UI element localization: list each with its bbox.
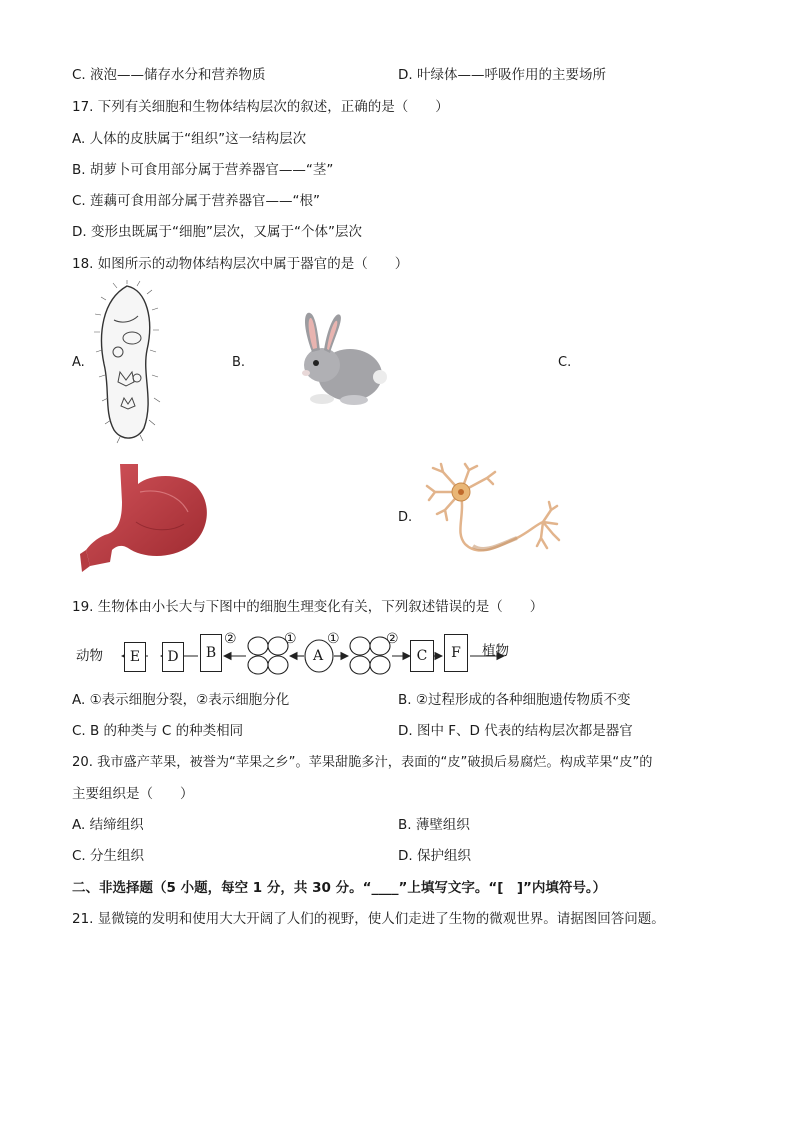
q17-option-c: C. 莲藕可食用部分属于营养器官——“根” xyxy=(72,193,320,209)
q19-option-c: C. B 的种类与 C 的种类相同 xyxy=(72,723,244,739)
diagram-marker-2-left: ② xyxy=(224,631,237,647)
q20-stem-line2: 主要组织是（ ） xyxy=(72,786,194,802)
q18-label-a: A. xyxy=(72,355,85,370)
diagram-plant-label: 植物 xyxy=(482,643,509,659)
q20-option-b: B. 薄壁组织 xyxy=(398,817,470,833)
q17-option-a: A. 人体的皮肤属于“组织”这一结构层次 xyxy=(72,131,307,147)
diagram-marker-1-right: ① xyxy=(327,631,340,647)
section-2-title: 二、非选择题（5 小题，每空 1 分，共 30 分。“____”上填写文字。“[ ]”内填符号。） xyxy=(72,880,607,896)
q19-stem: 19. 生物体由小长大与下图中的细胞生理变化有关，下列叙述错误的是（ ） xyxy=(72,599,544,615)
diagram-box-f: F xyxy=(444,634,468,672)
q19-option-a: A. ①表示细胞分裂，②表示细胞分化 xyxy=(72,692,290,708)
q18-label-c: C. xyxy=(558,355,572,370)
rabbit-image xyxy=(292,305,387,410)
neuron-image xyxy=(425,462,565,570)
q17-option-d: D. 变形虫既属于“细胞”层次，又属于“个体”层次 xyxy=(72,224,362,240)
paramecium-image xyxy=(92,280,162,445)
diagram-box-d: D xyxy=(162,642,184,672)
diagram-box-b: B xyxy=(200,634,222,672)
q16-option-c: C. 液泡——储存水分和营养物质 xyxy=(72,67,266,83)
q20-option-c: C. 分生组织 xyxy=(72,848,145,864)
q20-option-d: D. 保护组织 xyxy=(398,848,471,864)
q18-stem: 18. 如图所示的动物体结构层次中属于器官的是（ ） xyxy=(72,256,409,272)
q16-option-d: D. 叶绿体——呼吸作用的主要场所 xyxy=(398,67,606,83)
diagram-marker-1-left: ① xyxy=(284,631,297,647)
q21-stem: 21. 显微镜的发明和使用大大开阔了人们的视野，使人们走进了生物的微观世界。请据图回答问题。 xyxy=(72,911,665,927)
q17-stem: 17. 下列有关细胞和生物体结构层次的叙述，正确的是（ ） xyxy=(72,99,449,115)
q20-stem-line1: 20. 我市盛产苹果，被誉为“苹果之乡”。苹果甜脆多汁，表面的“皮”破损后易腐烂。构成苹果“皮”的 xyxy=(72,755,653,770)
diagram-animal-label: 动物 xyxy=(76,648,103,664)
q19-option-d: D. 图中 F、D 代表的结构层次都是器官 xyxy=(398,723,633,739)
q19-option-b: B. ②过程形成的各种细胞遗传物质不变 xyxy=(398,692,631,708)
q17-option-b: B. 胡萝卜可食用部分属于营养器官——“茎” xyxy=(72,162,334,178)
diagram-cell-a: A xyxy=(313,648,324,664)
q18-label-b: B. xyxy=(232,355,246,370)
q18-label-d: D. xyxy=(398,510,413,525)
diagram-marker-2-right: ② xyxy=(386,631,399,647)
diagram-box-e: E xyxy=(124,642,146,672)
diagram-box-c: C xyxy=(410,640,434,672)
stomach-image xyxy=(80,462,215,577)
q20-option-a: A. 结缔组织 xyxy=(72,817,144,833)
